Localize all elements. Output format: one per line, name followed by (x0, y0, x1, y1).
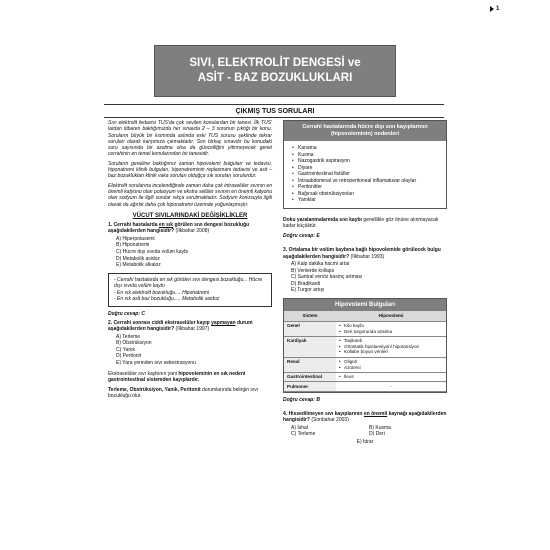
option: C) Santral venöz basınç artması (291, 274, 363, 281)
intro-paragraph: Elektrolit sorularına incelendiğinde zaman daha çok intraselüler sıvının en önemli katyonu olan potasyum ve ekstra selüler sıvının en önemli katyonu olan sodyum ile ilgili sorular sıkça sorulmaktadır. Sodyum konusuyla ilgili olarak da ağırlık daha çok hiponatremi üzerinde yoğunlaşmıştır. (108, 182, 272, 208)
intro-paragraph: Soruların geneline baktığımız zaman hipovolemi bulguları ve tedavisi, hiponatremi klinik bulguları, hiponatreminin replasmanı tedavisi ve asit – baz bozuklukları klinik vaka soruları olduğça sık soruları sorulurdur. (108, 160, 272, 180)
section-heading: VÜCUT SIVILARINDAKİ DEĞİŞİKLİKLER (132, 212, 248, 219)
question-2: 2. Cerrahi sonrası ciddi ekstraselüler kayıp yapmayan durum aşağıdakilerden hangisidir? (İlkbahar 1997) (108, 320, 253, 333)
chapter-title (154, 45, 396, 97)
option: A) İshal (291, 424, 308, 431)
hypovolemia-causes-card (283, 120, 447, 209)
option: A) Hiperpotasemi (116, 235, 155, 242)
summary-line: - En sık elektrolit bozukluğu.... Hiponatremi (114, 289, 210, 296)
explanation-2b: Terleme, Obstrüksiyon, Yanık, Peritonit durumlarında belirgin sıvı bozukluğu olur. (108, 387, 259, 400)
option: C) Hücre dışı sıvıda volüm kaybı (116, 248, 189, 255)
option: D) Deri (369, 431, 385, 438)
option: E) Metabolik alkaloz (116, 262, 161, 269)
hypovolemia-findings-table (283, 298, 447, 393)
option: E) İdrar (356, 438, 374, 445)
card-title: Cerrahi hastalarında hücre dışı sıvı kayıplarının (hipovoleminin) nedenleri (284, 121, 446, 141)
table-row: Kardiyak • Taşikardi • Ortostatik hipotansiyon/ hipotansiyon • Kollabe boyun venleri (284, 336, 446, 357)
triangle-right-icon (490, 6, 494, 12)
list-item: • Kanama (292, 145, 440, 152)
findings-table (284, 311, 446, 392)
title-line-1: SIVI, ELEKTROLİT DENGESİ ve (189, 57, 361, 69)
question-1-options (116, 236, 272, 269)
option: A) Kalp dakika hacmi artar (291, 260, 350, 267)
option: C) Terleme (291, 431, 316, 438)
title-line-2: ASİT - BAZ BOZUKLUKLARI (197, 72, 353, 84)
option: B) Hiponatremi (116, 242, 150, 249)
question-2-options (116, 334, 272, 367)
table-row: Renal • Oligüri • Azotemi (284, 357, 446, 372)
table-row: Gastrointestinal • İleus (284, 372, 446, 382)
intro-paragraph: Sıvı elektrolit fedavisi TUS'da çok sevilen konulardan bir tanesi. İlk TUS' lardan itibaren baktığımızda her sınavda 2 – 3 sorunun çıktığı bir konu. Soruların büyük bir kısmında aslında eski TUS sorusu şeklinde tekrar soruları olarak karşımıza çıkmaktadır. Son birkaç sınavdır bu konudaki soru sayısında bir azalma olsa da güncelliğini yitirmeyecek genel cerrahinin en temel konularından bir tanesidir. (108, 120, 272, 158)
divider-bottom (104, 117, 444, 118)
option: D) Peritonit (116, 353, 142, 360)
question-1: 1. Cerrahi hastalarda en sık görülen sıvı dengesi bozukluğu aşağıdakilerden hangisidir? (İlkbahar 2008) (108, 222, 250, 235)
option: C) Yanık (116, 346, 135, 353)
subtitle: ÇIKMIŞ TUS SORULARI (235, 108, 315, 115)
option: A) Terleme (116, 333, 141, 340)
option: B) Venlerde kollaps (291, 267, 335, 274)
right-column (283, 120, 447, 445)
table-row: Pulmoner - (284, 382, 446, 392)
list-item: • Peritonitler (292, 184, 440, 191)
option: D) Metabolik asidoz (116, 255, 160, 262)
tissue-injury-note: Doku yaralanmalarında sıvı kaybı genellikle göz önüne alınmayacak kadar küçüktür. (283, 216, 439, 229)
intro (108, 120, 272, 208)
answer-3: Doğru cevap: B (283, 396, 320, 403)
summary-box (108, 273, 272, 307)
summary-line: - Cerrahi hastalarda en sık görülen sıvı dengesi bozukluğu... Hücre dışı sıvıda volüm kaybı (114, 276, 263, 290)
table-row: Genel • Kilo kaybı • Deri turgorunda azalma (284, 321, 446, 336)
list-item: • Gastrointestinal fistüller (292, 171, 440, 178)
column-header: Sistem (284, 311, 336, 321)
question-3-options (291, 261, 447, 294)
explanation-2: Ekstraselüler sıvı kaybının yani hipovoleminin en sık nedeni gastrointestinal sistemden kayıplardır. (108, 370, 246, 383)
summary-line: - En sık asit baz bozukluğu..... Metabolik asidoz (114, 296, 220, 303)
question-3: 3. Ortalama bir volüm kaybına bağlı hipovolemide görülecek bulgu aşağıdakilerden hangisidir? (İlkbahar 1993) (283, 247, 441, 260)
list-item: • Bağırsak obstrüksiyonları (292, 191, 440, 198)
divider-top (104, 104, 444, 105)
option: D) Bradikardi (291, 280, 321, 287)
option: E) Turgor artışı (291, 287, 325, 294)
option: B) Obstrüksiyon (116, 340, 152, 347)
causes-list (284, 141, 446, 208)
question-4: 4. Hissedilmeyen sıvı kayıplarının en önemli kaynağı aşağıdakilerden hangisidir? (Sonbahar 2003) (283, 411, 447, 424)
list-item: • İntraabdominal ve retroperitoneal inflamatuvar olaylar (292, 178, 440, 185)
option: E) Yara yerinden sıvı sekestrasyonu (116, 359, 196, 366)
list-item: • Kusma (292, 152, 440, 159)
question-4-options (291, 425, 447, 438)
page-number: 1 (490, 6, 499, 12)
column-header: Hipovolemi (336, 311, 446, 321)
left-column (108, 120, 272, 400)
answer-2: Doğru cevap: E (283, 233, 320, 240)
option: B) Kusma (369, 424, 391, 431)
list-item: • Diyare (292, 165, 440, 172)
table-title: Hipovolemi Bulguları (284, 299, 446, 311)
list-item: • Nazogastrik aspirasyon (292, 158, 440, 165)
answer-1: Doğru cevap: C (108, 310, 145, 317)
list-item: • Yanıklar (292, 197, 440, 204)
